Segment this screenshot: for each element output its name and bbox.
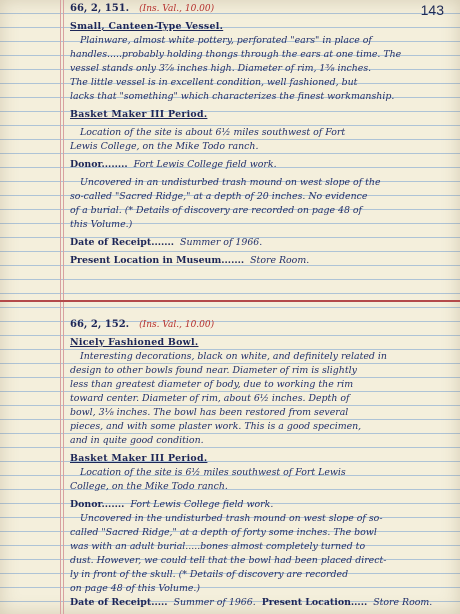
receipt-label: Date of Receipt..... [70,597,168,608]
discovery-line: was with an adult burial.....bones almost completely turned to [70,541,366,552]
catalog-number: 66, 2, 152. [70,319,130,330]
description-line: and in quite good condition. [70,435,204,446]
discovery-line: this Volume.) [70,219,133,230]
description-line: The little vessel is in excellent condition, well fashioned, but [70,77,358,88]
discovery-line: ly in front of the skull. (* Details of discovery are recorded [70,569,349,580]
museum-location-row [70,254,448,268]
catalog-number: 66, 2, 151. [70,3,130,14]
discovery-line: of a burial. (* Details of discovery are recorded on page 48 of [70,205,363,216]
description-line: lacks that "something" which characterizes the finest workmanship. [70,91,395,102]
discovery-line: so-called "Sacred Ridge," at a depth of 20 inches. No evidence [70,191,368,202]
description-line: handles.....probably holding thongs through the ears at one time. The [70,49,402,60]
catalog-entry-2 [70,318,448,610]
location-line: Location of the site is about 6½ miles southwest of Fort [80,127,346,138]
donor-label: Donor....... [70,499,125,510]
description-line: less than greatest diameter of body, due to working the rim [70,379,354,390]
description-line: toward center. Diameter of rim, about 6½ inches. Depth of [70,393,350,404]
catalog-entry-1 [70,2,448,268]
page-number: 143 [420,2,444,18]
location-line: College, on the Mike Todo ranch. [70,481,228,492]
insurance-valuation: (Ins. Val., 10.00) [139,4,215,14]
insurance-valuation: (Ins. Val., 10.00) [139,320,215,330]
receipt-and-location-row [70,596,448,610]
catalog-header [70,2,448,16]
item-title: Nicely Fashioned Bowl. [70,337,199,348]
discovery-line: dust. However, we could tell that the bowl had been placed direct- [70,555,387,566]
museum-location-label: Present Location..... [261,597,368,608]
description-line: bowl, 3⅛ inches. The bowl has been restored from several [70,407,349,418]
museum-location-value: Store Room. [373,597,433,608]
catalog-header [70,318,448,332]
donor-row [70,158,448,172]
margin-line-inner [63,0,64,614]
description-line: Plainware, almost white pottery, perforated "ears" in place of [80,35,372,46]
description-line: design to other bowls found near. Diameter of rim is slightly [70,365,357,376]
description-line: vessel stands only 3⅞ inches high. Diameter of rim, 1⅜ inches. [70,63,372,74]
entry-divider [0,300,460,302]
discovery-line: Uncovered in an undisturbed trash mound on west slope of the [80,177,381,188]
period-heading: Basket Maker III Period. [70,453,208,464]
receipt-value: Summer of 1966. [180,237,263,248]
museum-location-label: Present Location in Museum....... [70,255,245,266]
receipt-label: Date of Receipt....... [70,237,175,248]
description-line: Interesting decorations, black on white, and definitely related in [80,351,387,362]
donor-label: Donor........ [70,159,128,170]
receipt-row [70,236,448,250]
discovery-line: Uncovered in the undisturbed trash mound on west slope of so- [80,513,383,524]
donor-value: Fort Lewis College field work. [133,159,277,170]
period-heading: Basket Maker III Period. [70,109,208,120]
location-line: Location of the site is 6½ miles southwest of Fort Lewis [80,467,346,478]
discovery-line: called "Sacred Ridge," at a depth of forty some inches. The bowl [70,527,377,538]
discovery-line: on page 48 of this Volume.) [70,583,201,594]
location-line: Lewis College, on the Mike Todo ranch. [70,141,259,152]
receipt-value: Summer of 1966. [173,597,256,608]
donor-row [70,498,448,512]
description-line: pieces, and with some plaster work. This is a good specimen, [70,421,362,432]
donor-value: Fort Lewis College field work. [130,499,274,510]
museum-location-value: Store Room. [250,255,310,266]
margin-line [60,0,61,614]
item-title: Small, Canteen-Type Vessel. [70,21,224,32]
